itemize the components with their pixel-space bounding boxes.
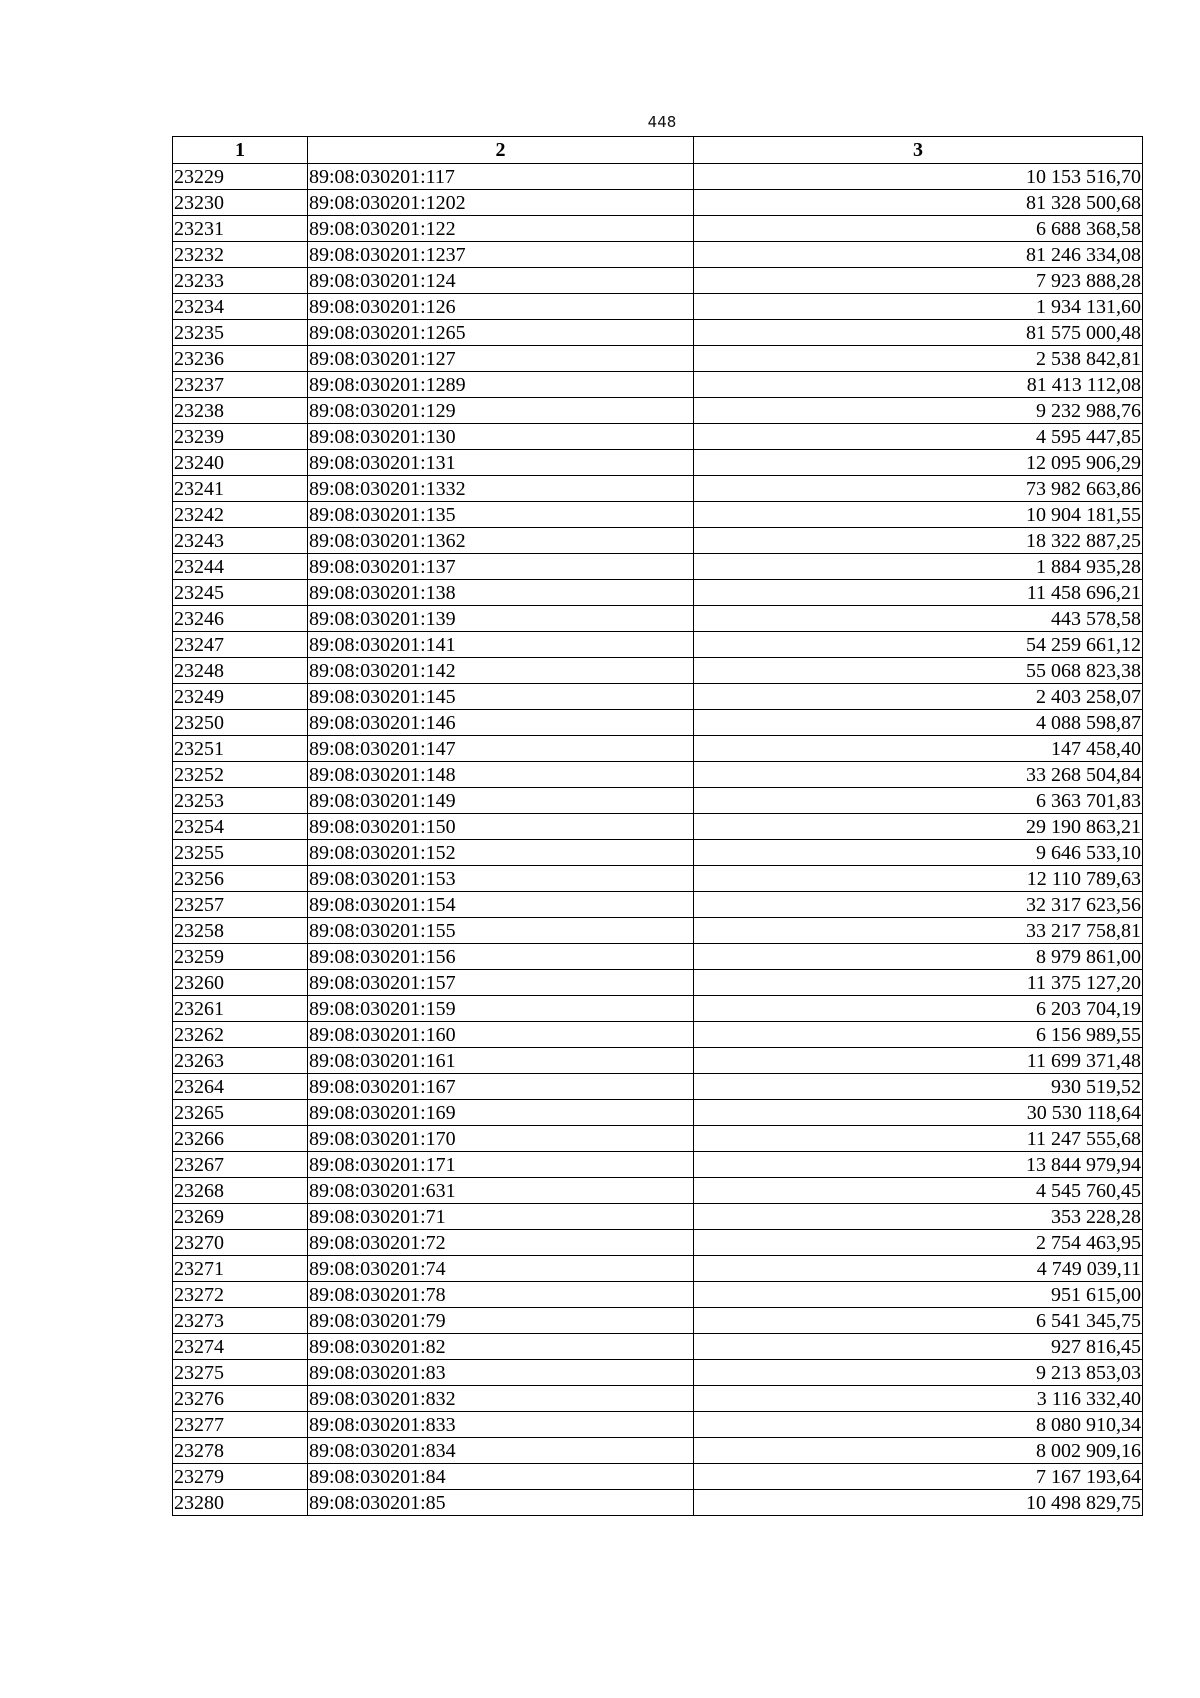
row-number-cell: 23272 — [173, 1282, 308, 1308]
cadastral-number-cell: 89:08:030201:138 — [308, 580, 694, 606]
row-number-cell: 23254 — [173, 814, 308, 840]
row-number-cell: 23268 — [173, 1178, 308, 1204]
cadastral-number-cell: 89:08:030201:153 — [308, 866, 694, 892]
row-number-cell: 23258 — [173, 918, 308, 944]
value-cell: 7 167 193,64 — [694, 1464, 1143, 1490]
cadastral-number-cell: 89:08:030201:130 — [308, 424, 694, 450]
value-cell: 33 268 504,84 — [694, 762, 1143, 788]
row-number-cell: 23233 — [173, 268, 308, 294]
value-cell: 33 217 758,81 — [694, 918, 1143, 944]
table-row — [173, 762, 1143, 788]
value-cell: 6 156 989,55 — [694, 1022, 1143, 1048]
value-cell: 18 322 887,25 — [694, 528, 1143, 554]
table-row — [173, 320, 1143, 346]
table-row — [173, 1464, 1143, 1490]
row-number-cell: 23262 — [173, 1022, 308, 1048]
cadastral-number-cell: 89:08:030201:141 — [308, 632, 694, 658]
cadastral-number-cell: 89:08:030201:71 — [308, 1204, 694, 1230]
row-number-cell: 23243 — [173, 528, 308, 554]
cadastral-number-cell: 89:08:030201:127 — [308, 346, 694, 372]
cadastral-number-cell: 89:08:030201:124 — [308, 268, 694, 294]
table-header-row — [173, 137, 1143, 164]
row-number-cell: 23273 — [173, 1308, 308, 1334]
cadastral-number-cell: 89:08:030201:155 — [308, 918, 694, 944]
row-number-cell: 23235 — [173, 320, 308, 346]
cadastral-number-cell: 89:08:030201:160 — [308, 1022, 694, 1048]
table-row — [173, 1490, 1143, 1516]
cadastral-number-cell: 89:08:030201:631 — [308, 1178, 694, 1204]
cadastral-number-cell: 89:08:030201:79 — [308, 1308, 694, 1334]
table-row — [173, 580, 1143, 606]
table-row — [173, 1308, 1143, 1334]
table-row — [173, 866, 1143, 892]
cadastral-number-cell: 89:08:030201:85 — [308, 1490, 694, 1516]
value-cell: 32 317 623,56 — [694, 892, 1143, 918]
table-row — [173, 1412, 1143, 1438]
row-number-cell: 23238 — [173, 398, 308, 424]
value-cell: 2 754 463,95 — [694, 1230, 1143, 1256]
value-cell: 9 646 533,10 — [694, 840, 1143, 866]
cadastral-number-cell: 89:08:030201:152 — [308, 840, 694, 866]
row-number-cell: 23245 — [173, 580, 308, 606]
cadastral-number-cell: 89:08:030201:834 — [308, 1438, 694, 1464]
column-header-3: 3 — [694, 137, 1143, 164]
row-number-cell: 23250 — [173, 710, 308, 736]
table-row — [173, 684, 1143, 710]
row-number-cell: 23234 — [173, 294, 308, 320]
table-row — [173, 1152, 1143, 1178]
value-cell: 4 088 598,87 — [694, 710, 1143, 736]
table-row — [173, 1048, 1143, 1074]
value-cell: 11 375 127,20 — [694, 970, 1143, 996]
value-cell: 9 232 988,76 — [694, 398, 1143, 424]
cadastral-number-cell: 89:08:030201:1289 — [308, 372, 694, 398]
row-number-cell: 23247 — [173, 632, 308, 658]
cadastral-number-cell: 89:08:030201:135 — [308, 502, 694, 528]
row-number-cell: 23256 — [173, 866, 308, 892]
table-row — [173, 788, 1143, 814]
value-cell: 73 982 663,86 — [694, 476, 1143, 502]
value-cell: 951 615,00 — [694, 1282, 1143, 1308]
value-cell: 147 458,40 — [694, 736, 1143, 762]
row-number-cell: 23270 — [173, 1230, 308, 1256]
table-row — [173, 814, 1143, 840]
cadastral-number-cell: 89:08:030201:157 — [308, 970, 694, 996]
table-row — [173, 840, 1143, 866]
cadastral-number-cell: 89:08:030201:1202 — [308, 190, 694, 216]
table-row — [173, 710, 1143, 736]
row-number-cell: 23277 — [173, 1412, 308, 1438]
value-cell: 12 110 789,63 — [694, 866, 1143, 892]
row-number-cell: 23251 — [173, 736, 308, 762]
table-row — [173, 190, 1143, 216]
page-number — [0, 112, 1200, 132]
cadastral-number-cell: 89:08:030201:148 — [308, 762, 694, 788]
row-number-cell: 23246 — [173, 606, 308, 632]
row-number-cell: 23248 — [173, 658, 308, 684]
row-number-cell: 23253 — [173, 788, 308, 814]
row-number-cell: 23236 — [173, 346, 308, 372]
cadastral-number-cell: 89:08:030201:832 — [308, 1386, 694, 1412]
value-cell: 3 116 332,40 — [694, 1386, 1143, 1412]
cadastral-number-cell: 89:08:030201:147 — [308, 736, 694, 762]
row-number-cell: 23230 — [173, 190, 308, 216]
value-cell: 353 228,28 — [694, 1204, 1143, 1230]
row-number-cell: 23280 — [173, 1490, 308, 1516]
row-number-cell: 23261 — [173, 996, 308, 1022]
value-cell: 6 203 704,19 — [694, 996, 1143, 1022]
row-number-cell: 23271 — [173, 1256, 308, 1282]
value-cell: 8 002 909,16 — [694, 1438, 1143, 1464]
table-row — [173, 294, 1143, 320]
cadastral-number-cell: 89:08:030201:74 — [308, 1256, 694, 1282]
row-number-cell: 23231 — [173, 216, 308, 242]
value-cell: 12 095 906,29 — [694, 450, 1143, 476]
value-cell: 81 246 334,08 — [694, 242, 1143, 268]
row-number-cell: 23259 — [173, 944, 308, 970]
row-number-cell: 23232 — [173, 242, 308, 268]
cadastral-number-cell: 89:08:030201:171 — [308, 1152, 694, 1178]
table-row — [173, 918, 1143, 944]
row-number-cell: 23255 — [173, 840, 308, 866]
value-cell: 11 247 555,68 — [694, 1126, 1143, 1152]
row-number-cell: 23269 — [173, 1204, 308, 1230]
row-number-cell: 23263 — [173, 1048, 308, 1074]
table-row — [173, 1022, 1143, 1048]
value-cell: 55 068 823,38 — [694, 658, 1143, 684]
table-body — [173, 164, 1143, 1516]
cadastral-number-cell: 89:08:030201:167 — [308, 1074, 694, 1100]
value-cell: 9 213 853,03 — [694, 1360, 1143, 1386]
cadastral-number-cell: 89:08:030201:82 — [308, 1334, 694, 1360]
row-number-cell: 23276 — [173, 1386, 308, 1412]
table-row — [173, 450, 1143, 476]
cadastral-number-cell: 89:08:030201:1332 — [308, 476, 694, 502]
table-row — [173, 398, 1143, 424]
row-number-cell: 23252 — [173, 762, 308, 788]
value-cell: 30 530 118,64 — [694, 1100, 1143, 1126]
cadastral-number-cell: 89:08:030201:1265 — [308, 320, 694, 346]
value-cell: 4 545 760,45 — [694, 1178, 1143, 1204]
table-row — [173, 1074, 1143, 1100]
table-row — [173, 268, 1143, 294]
table-row — [173, 658, 1143, 684]
row-number-cell: 23260 — [173, 970, 308, 996]
value-cell: 81 575 000,48 — [694, 320, 1143, 346]
cadastral-number-cell: 89:08:030201:170 — [308, 1126, 694, 1152]
row-number-cell: 23278 — [173, 1438, 308, 1464]
row-number-cell: 23244 — [173, 554, 308, 580]
column-header-1: 1 — [173, 137, 308, 164]
table-row — [173, 1178, 1143, 1204]
value-cell: 1 884 935,28 — [694, 554, 1143, 580]
row-number-cell: 23264 — [173, 1074, 308, 1100]
table-row — [173, 892, 1143, 918]
row-number-cell: 23229 — [173, 164, 308, 190]
table-row — [173, 1282, 1143, 1308]
table-row — [173, 1126, 1143, 1152]
table-row — [173, 502, 1143, 528]
value-cell: 1 934 131,60 — [694, 294, 1143, 320]
value-cell: 443 578,58 — [694, 606, 1143, 632]
value-cell: 2 538 842,81 — [694, 346, 1143, 372]
row-number-cell: 23267 — [173, 1152, 308, 1178]
row-number-cell: 23239 — [173, 424, 308, 450]
cadastral-number-cell: 89:08:030201:137 — [308, 554, 694, 580]
page-number-text: 448 — [647, 113, 677, 131]
value-cell: 2 403 258,07 — [694, 684, 1143, 710]
table-row — [173, 1100, 1143, 1126]
table-row — [173, 1334, 1143, 1360]
cadastral-number-cell: 89:08:030201:78 — [308, 1282, 694, 1308]
table-row — [173, 164, 1143, 190]
table-row — [173, 528, 1143, 554]
table-row — [173, 736, 1143, 762]
row-number-cell: 23240 — [173, 450, 308, 476]
cadastral-number-cell: 89:08:030201:139 — [308, 606, 694, 632]
cadastral-number-cell: 89:08:030201:83 — [308, 1360, 694, 1386]
table-row — [173, 996, 1143, 1022]
value-cell: 10 498 829,75 — [694, 1490, 1143, 1516]
cadastral-number-cell: 89:08:030201:126 — [308, 294, 694, 320]
value-cell: 81 328 500,68 — [694, 190, 1143, 216]
row-number-cell: 23274 — [173, 1334, 308, 1360]
cadastral-number-cell: 89:08:030201:159 — [308, 996, 694, 1022]
row-number-cell: 23257 — [173, 892, 308, 918]
cadastral-number-cell: 89:08:030201:1362 — [308, 528, 694, 554]
value-cell: 6 363 701,83 — [694, 788, 1143, 814]
value-cell: 29 190 863,21 — [694, 814, 1143, 840]
cadastral-number-cell: 89:08:030201:150 — [308, 814, 694, 840]
value-cell: 8 080 910,34 — [694, 1412, 1143, 1438]
table-row — [173, 242, 1143, 268]
table-row — [173, 1386, 1143, 1412]
table-row — [173, 1256, 1143, 1282]
table-row — [173, 944, 1143, 970]
cadastral-number-cell: 89:08:030201:142 — [308, 658, 694, 684]
value-cell: 11 699 371,48 — [694, 1048, 1143, 1074]
table-row — [173, 346, 1143, 372]
table-row — [173, 1438, 1143, 1464]
value-cell: 4 749 039,11 — [694, 1256, 1143, 1282]
cadastral-number-cell: 89:08:030201:129 — [308, 398, 694, 424]
cadastral-number-cell: 89:08:030201:84 — [308, 1464, 694, 1490]
row-number-cell: 23249 — [173, 684, 308, 710]
row-number-cell: 23266 — [173, 1126, 308, 1152]
table-row — [173, 1204, 1143, 1230]
table-row — [173, 632, 1143, 658]
value-cell: 54 259 661,12 — [694, 632, 1143, 658]
row-number-cell: 23275 — [173, 1360, 308, 1386]
value-cell: 930 519,52 — [694, 1074, 1143, 1100]
table-row — [173, 476, 1143, 502]
row-number-cell: 23242 — [173, 502, 308, 528]
cadastral-number-cell: 89:08:030201:145 — [308, 684, 694, 710]
value-cell: 4 595 447,85 — [694, 424, 1143, 450]
row-number-cell: 23279 — [173, 1464, 308, 1490]
value-cell: 7 923 888,28 — [694, 268, 1143, 294]
cadastral-number-cell: 89:08:030201:122 — [308, 216, 694, 242]
value-cell: 81 413 112,08 — [694, 372, 1143, 398]
value-cell: 927 816,45 — [694, 1334, 1143, 1360]
cadastral-number-cell: 89:08:030201:161 — [308, 1048, 694, 1074]
table-row — [173, 970, 1143, 996]
value-cell: 10 904 181,55 — [694, 502, 1143, 528]
cadastral-number-cell: 89:08:030201:833 — [308, 1412, 694, 1438]
table-row — [173, 1360, 1143, 1386]
cadastral-number-cell: 89:08:030201:72 — [308, 1230, 694, 1256]
table-row — [173, 1230, 1143, 1256]
row-number-cell: 23237 — [173, 372, 308, 398]
value-cell: 6 541 345,75 — [694, 1308, 1143, 1334]
table-row — [173, 216, 1143, 242]
value-cell: 13 844 979,94 — [694, 1152, 1143, 1178]
cadastral-number-cell: 89:08:030201:117 — [308, 164, 694, 190]
value-cell: 11 458 696,21 — [694, 580, 1143, 606]
data-table — [172, 136, 1143, 1516]
column-header-2: 2 — [308, 137, 694, 164]
cadastral-number-cell: 89:08:030201:131 — [308, 450, 694, 476]
row-number-cell: 23241 — [173, 476, 308, 502]
cadastral-number-cell: 89:08:030201:146 — [308, 710, 694, 736]
value-cell: 6 688 368,58 — [694, 216, 1143, 242]
table-row — [173, 606, 1143, 632]
cadastral-number-cell: 89:08:030201:1237 — [308, 242, 694, 268]
value-cell: 8 979 861,00 — [694, 944, 1143, 970]
cadastral-number-cell: 89:08:030201:169 — [308, 1100, 694, 1126]
cadastral-number-cell: 89:08:030201:149 — [308, 788, 694, 814]
row-number-cell: 23265 — [173, 1100, 308, 1126]
cadastral-number-cell: 89:08:030201:156 — [308, 944, 694, 970]
table-row — [173, 554, 1143, 580]
value-cell: 10 153 516,70 — [694, 164, 1143, 190]
table-row — [173, 424, 1143, 450]
table-row — [173, 372, 1143, 398]
cadastral-number-cell: 89:08:030201:154 — [308, 892, 694, 918]
